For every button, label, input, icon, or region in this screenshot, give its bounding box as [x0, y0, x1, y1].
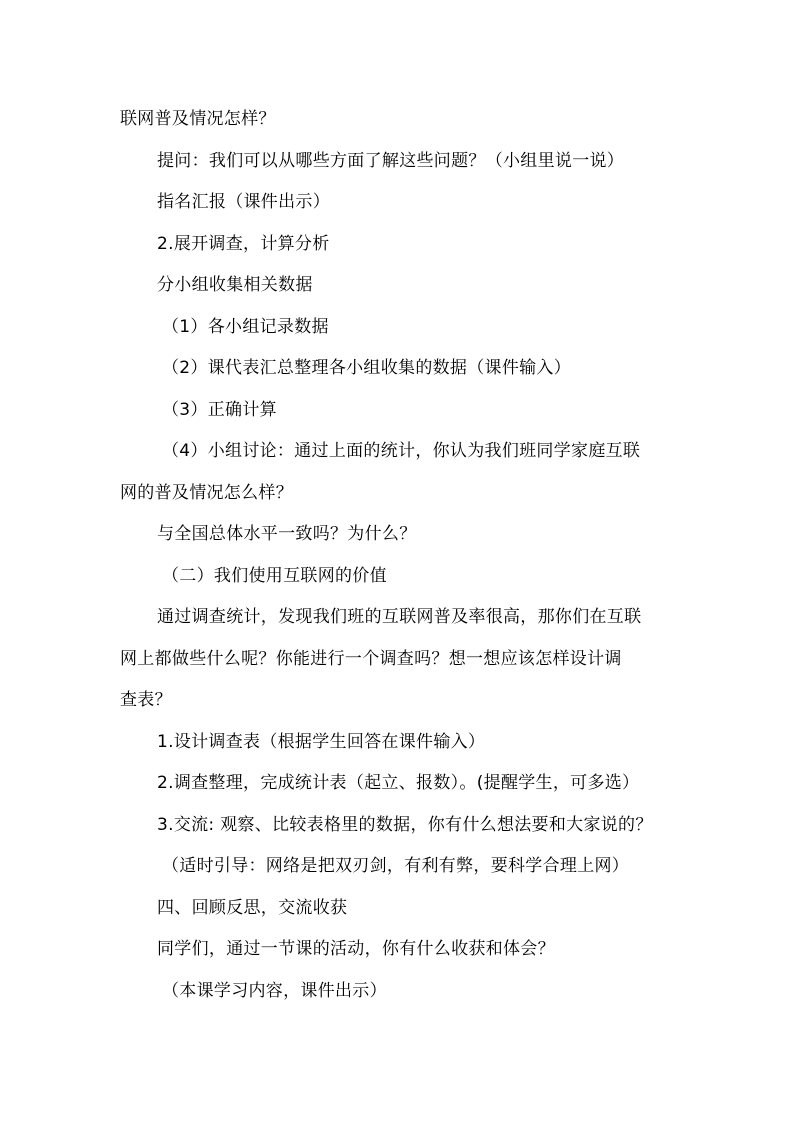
paragraph-line: 提问：我们可以从哪些方面了解这些问题？（小组里说一说） [157, 150, 625, 171]
paragraph-line: 通过调查统计，发现我们班的互联网普及率很高，那你们在互联 [157, 607, 642, 627]
list-item: （1）各小组记录数据 [162, 316, 329, 337]
paragraph-line: 联网普及情况怎样？ [120, 109, 276, 129]
list-item: 1.设计调查表（根据学生回答在课件输入） [157, 731, 486, 752]
section-heading: 2.展开调查，计算分析 [157, 233, 330, 254]
paragraph-line: （本课学习内容，课件出示） [162, 980, 387, 1001]
section-heading: （二）我们使用互联网的价值 [162, 565, 387, 586]
section-heading: 四、回顾反思，交流收获 [157, 897, 348, 918]
paragraph-line: 分小组收集相关数据 [157, 275, 313, 295]
paragraph-line: 与全国总体水平一致吗？为什么？ [157, 524, 417, 544]
list-item: 2.调查整理，完成统计表（起立、报数）。(提醒学生，可多选） [157, 773, 640, 793]
paragraph-line: 指名汇报（课件出示） [157, 192, 330, 212]
paragraph-line: （适时引导：网络是把双刃剑，有利有弊，要科学合理上网） [162, 856, 630, 876]
list-item: 3.交流: 观察、比较表格里的数据，你有什么想法要和大家说的？ [157, 814, 653, 835]
document-body [120, 99, 680, 1012]
paragraph-line: 网上都做些什么呢？你能进行一个调查吗？想一想应该怎样设计调 [120, 648, 622, 669]
list-item: （3）正确计算 [162, 399, 277, 420]
list-item: （2）课代表汇总整理各小组收集的数据（课件输入） [162, 358, 572, 378]
paragraph-line: 网的普及情况怎么样？ [120, 482, 293, 503]
paragraph-line: 同学们，通过一节课的活动，你有什么收获和体会？ [157, 939, 555, 959]
paragraph-line: 查表？ [120, 690, 172, 710]
list-item: （4）小组讨论：通过上面的统计，你认为我们班同学家庭互联 [162, 441, 641, 461]
